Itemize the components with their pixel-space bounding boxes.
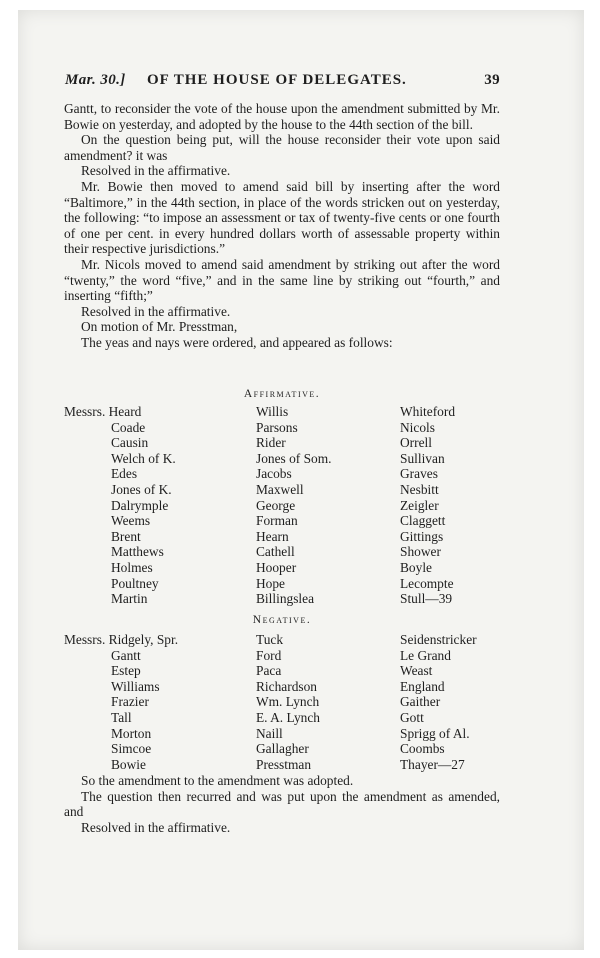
page-header: [65, 72, 500, 92]
member-name: Stull—39: [400, 591, 453, 607]
member-name: Estep: [111, 663, 141, 679]
body-text: [64, 101, 500, 351]
member-name: Weems: [111, 513, 151, 529]
member-name: Shower: [400, 544, 441, 560]
header-date: Mar. 30.]: [65, 72, 126, 88]
member-name: Weast: [400, 663, 433, 679]
member-name: Edes: [111, 466, 138, 482]
member-name: Jones of K.: [111, 481, 172, 497]
paragraph: The question then recurred and was put upon the amendment as amended, and: [64, 788, 500, 820]
affirmative-heading: Affirmative.: [243, 388, 321, 400]
member-name: Billingslea: [256, 591, 315, 607]
paragraph: Mr. Nicols moved to amend said amendment by striking out after the word “twenty,” the word “five,” and in the same line by striking out “fourth,” and inserting “fifth;”: [64, 256, 500, 304]
member-name: Ford: [256, 647, 282, 663]
paragraph: Gantt, to reconsider the vote of the house upon the amendment submitted by Mr. Bowie on yesterday, and adopted by the house to the 44th section of the bill.: [64, 101, 500, 132]
member-name: Williams: [111, 678, 160, 694]
member-name: Morton: [111, 725, 152, 741]
member-name: Nicols: [400, 419, 435, 435]
member-name: Willis: [256, 404, 289, 419]
closing-text: [64, 773, 500, 835]
member-name: Hooper: [256, 559, 297, 575]
paragraph: The yeas and nays were ordered, and appeared as follows:: [81, 334, 393, 350]
negative-heading: Negative.: [252, 614, 312, 626]
member-name: Naill: [256, 725, 283, 741]
affirmative-col2: [256, 404, 332, 607]
member-name: Matthews: [111, 544, 164, 560]
negative-col2: [256, 632, 320, 772]
page-number: 39: [484, 72, 500, 88]
member-name: George: [256, 497, 296, 513]
member-name: Messrs. Heard: [64, 404, 142, 419]
member-name: Presstman: [256, 756, 312, 772]
member-name: Welch of K.: [111, 450, 176, 466]
member-name: Rider: [256, 435, 286, 451]
negative-col3: [400, 632, 477, 772]
member-name: Dalrymple: [111, 497, 169, 513]
paragraph: Resolved in the affirmative.: [81, 303, 231, 319]
member-name: Zeigler: [400, 497, 439, 513]
member-name: Gaither: [400, 694, 441, 710]
member-name: Coade: [111, 419, 146, 435]
member-name: Gittings: [400, 528, 444, 544]
member-name: Cathell: [256, 544, 295, 560]
member-name: Nesbitt: [400, 481, 439, 497]
member-name: Gott: [400, 709, 424, 725]
member-name: Claggett: [400, 513, 446, 529]
member-name: Boyle: [400, 559, 432, 575]
member-name: Causin: [111, 435, 149, 451]
negative-col1: [64, 632, 178, 772]
member-name: Jones of Som.: [256, 450, 332, 466]
member-name: Holmes: [111, 559, 153, 575]
affirmative-col1: [64, 404, 176, 607]
member-name: Paca: [256, 663, 282, 679]
member-name: Poultney: [111, 575, 159, 591]
member-name: Orrell: [400, 435, 432, 451]
affirmative-col3: [400, 404, 455, 607]
member-name: Le Grand: [400, 647, 451, 663]
paragraph: Mr. Bowie then moved to amend said bill by inserting after the word “Baltimore,” in the 44th section, in place of the words stricken out on yesterday, the following: “to impose an assessment or tax of twenty-five cents or one fourth of one per cent. in every hundred dollars worth of assessable property within their respective jurisdictions.”: [64, 178, 500, 257]
member-name: Wm. Lynch: [256, 694, 320, 710]
member-name: England: [400, 678, 445, 694]
member-name: Coombs: [400, 741, 445, 757]
member-name: Sprigg of Al.: [400, 725, 470, 741]
paragraph: On motion of Mr. Presstman,: [81, 319, 238, 335]
member-name: Graves: [400, 466, 438, 482]
member-name: Jacobs: [256, 466, 292, 482]
member-name: Forman: [256, 513, 298, 529]
member-name: Bowie: [111, 756, 146, 772]
paragraph: Resolved in the affirmative.: [81, 819, 231, 835]
member-name: Tall: [111, 709, 132, 725]
member-name: Whiteford: [400, 404, 456, 419]
member-name: Thayer—27: [400, 756, 465, 772]
member-name: Frazier: [111, 694, 149, 710]
member-name: Gantt: [111, 647, 141, 663]
paragraph: So the amendment to the amendment was adopted.: [81, 773, 354, 788]
member-name: Hope: [256, 575, 286, 591]
member-name: E. A. Lynch: [256, 709, 320, 725]
member-name: Messrs. Ridgely, Spr.: [64, 632, 179, 647]
header-title: OF THE HOUSE OF DELEGATES.: [147, 72, 407, 88]
member-name: Richardson: [256, 678, 317, 694]
paragraph: Resolved in the affirmative.: [81, 163, 231, 179]
member-name: Hearn: [256, 528, 289, 544]
member-name: Martin: [111, 591, 148, 607]
member-name: Sullivan: [400, 450, 445, 466]
member-name: Lecompte: [400, 575, 454, 591]
member-name: Simcoe: [111, 741, 152, 757]
member-name: Parsons: [256, 419, 298, 435]
member-name: Gallagher: [256, 741, 309, 757]
member-name: Maxwell: [256, 481, 304, 497]
member-name: Brent: [111, 528, 141, 544]
member-name: Tuck: [256, 632, 284, 647]
paragraph: On the question being put, will the house reconsider their vote upon said amendment? it was: [64, 132, 500, 163]
member-name: Seidenstricker: [400, 632, 477, 647]
